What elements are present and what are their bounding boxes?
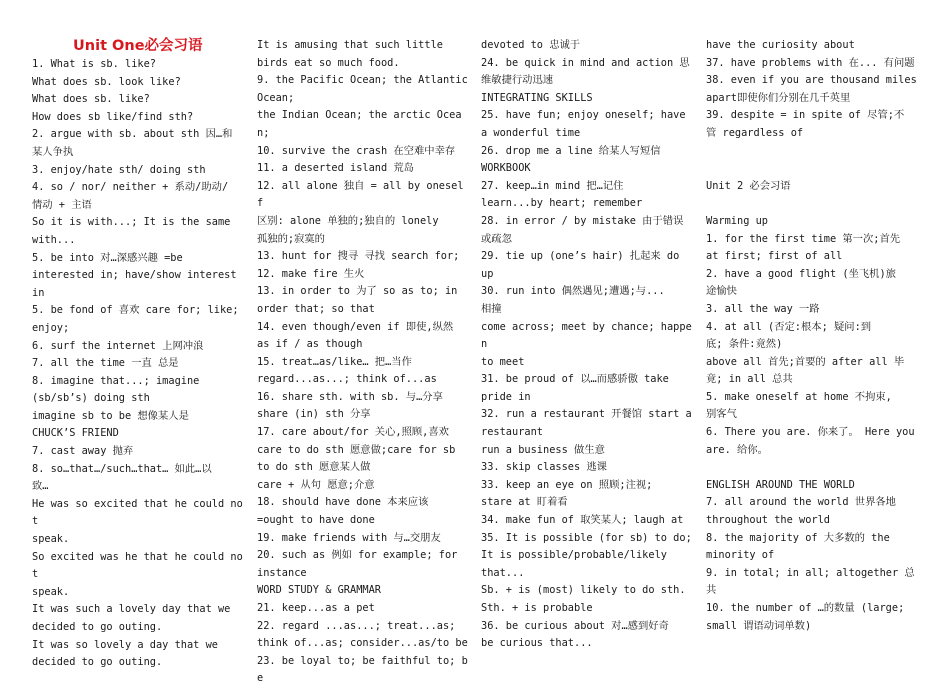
text-line: So it is with...; It is the same xyxy=(32,216,231,229)
text-line: 7. all around the world 世界各地 xyxy=(706,496,896,509)
text-line: 某人争执 xyxy=(32,145,74,158)
text-line: It was such a lovely day that we xyxy=(32,603,231,616)
text-line: 共 xyxy=(706,584,717,597)
text-line: 13. in order to 为了 so as to; in xyxy=(257,285,458,298)
text-line: to do sth 愿意某人做 xyxy=(257,461,371,474)
text-line: What does sb. look like? xyxy=(32,75,181,88)
text-line: a wonderful time xyxy=(481,126,581,139)
text-line: 维敏捷行动迅速 xyxy=(481,74,554,87)
column-2 xyxy=(257,37,469,688)
text-line: birds eat so much food. xyxy=(257,56,400,69)
text-line: 底; 条件:竟然) xyxy=(706,338,783,351)
text-line: 或疏忽 xyxy=(481,232,512,245)
text-line: apart即使你们分别在几千英里 xyxy=(706,91,851,104)
text-line: He was so excited that he could not xyxy=(32,497,243,528)
text-line: with... xyxy=(32,233,76,246)
text-line: 33. skip classes 逃课 xyxy=(481,461,607,474)
text-line: 28. in error / by mistake 由于错误 xyxy=(481,214,684,227)
text-line: 9. in total; in all; altogether 总 xyxy=(706,566,915,579)
text-line: (sb/sb’s) doing sth xyxy=(32,392,150,405)
text-line: 25. have fun; enjoy oneself; have xyxy=(481,109,686,122)
text-line: Warming up xyxy=(706,214,768,227)
text-line: 38. even if you are thousand miles xyxy=(706,74,917,87)
text-line: above all 首先;首要的 after all 毕 xyxy=(706,355,905,368)
text-line: 31. be proud of 以…而感骄傲 take xyxy=(481,373,669,386)
text-line: come across; meet by chance; happen xyxy=(481,320,692,351)
text-line: small 谓语动词单数) xyxy=(706,619,812,632)
text-line: devoted to 忠诚于 xyxy=(481,39,581,51)
text-line: in xyxy=(32,286,45,299)
text-line: 5. make oneself at home 不拘束, xyxy=(706,390,892,403)
column-1 xyxy=(32,37,244,672)
text-line: learn...by heart; remember xyxy=(481,197,643,210)
text-line: the Indian Ocean; the arctic Ocean; xyxy=(257,109,462,139)
text-line: that... xyxy=(481,566,525,579)
text-line: 29. tie up (one’s hair) 扎起来 do xyxy=(481,250,680,263)
text-line: 11. a deserted island 荒岛 xyxy=(257,162,414,175)
text-line: 24. be quick in mind and action 思 xyxy=(481,56,690,69)
text-line: 致… xyxy=(32,480,49,493)
column-1-lines xyxy=(32,56,244,672)
text-line: It is possible/probable/likely xyxy=(481,549,667,562)
text-line: instance xyxy=(257,566,307,579)
text-line: speak. xyxy=(32,533,70,546)
text-line: throughout the world xyxy=(706,514,830,527)
text-line: INTEGRATING SKILLS xyxy=(481,91,593,104)
text-line: 20. such as 例如 for example; for xyxy=(257,549,458,562)
column-3 xyxy=(481,37,693,653)
text-line: restaurant xyxy=(481,426,543,439)
column-3-lines xyxy=(481,37,693,653)
text-line: 34. make fun of 取笑某人; laugh at xyxy=(481,514,684,527)
text-line: 32. run a restaurant 开餐馆 start a xyxy=(481,408,692,421)
text-line: stare at 盯着看 xyxy=(481,496,568,509)
text-line: 2. have a good flight (坐飞机)旅 xyxy=(706,267,896,280)
text-line: share (in) sth 分享 xyxy=(257,408,371,421)
text-line: 7. cast away 抛弃 xyxy=(32,445,134,458)
text-line: 5. be into 对…深感兴趣 =be xyxy=(32,251,183,264)
text-line: ENGLISH AROUND THE WORLD xyxy=(706,478,855,491)
text-line: 管 regardless of xyxy=(706,126,804,139)
text-line: 15. treat…as/like… 把…当作 xyxy=(257,355,412,368)
text-line: What does sb. like? xyxy=(32,93,150,106)
text-line: order that; so that xyxy=(257,302,375,315)
text-line: decided to go outing. xyxy=(32,621,163,633)
text-line: 别客气 xyxy=(706,408,737,421)
text-line: at first; first of all xyxy=(706,250,843,263)
text-line: 途愉快 xyxy=(706,285,737,298)
text-line: imagine sb to be 想像某人是 xyxy=(32,409,189,422)
text-line: 12. all alone 独自 = all by oneself xyxy=(257,179,464,210)
text-line: 17. care about/for 关心,照顾,喜欢 xyxy=(257,426,449,439)
text-line: 3. enjoy/hate sth/ doing sth xyxy=(32,163,206,176)
text-line: care + 从句 愿意;介意 xyxy=(257,478,375,491)
text-line: Ocean; xyxy=(257,91,295,104)
text-line: 33. keep an eye on 照顾;注视; xyxy=(481,478,653,491)
text-line: 1. for the first time 第一次;首先 xyxy=(706,232,901,245)
text-line: regard...as...; think of...as xyxy=(257,373,437,386)
text-line: 7. all the time 一直 总是 xyxy=(32,357,179,370)
text-line: run a business 做生意 xyxy=(481,443,605,456)
text-line: have the curiosity about xyxy=(706,39,855,51)
text-line: 2. argue with sb. about sth 因…和 xyxy=(32,128,233,141)
text-line: 19. make friends with 与…交朋友 xyxy=(257,531,441,544)
text-line: 26. drop me a line 给某人写短信 xyxy=(481,144,661,157)
text-line: Sth. + is probable xyxy=(481,602,593,614)
text-line: 14. even though/even if 即使,纵然 xyxy=(257,320,454,333)
text-line: 12. make fire 生火 xyxy=(257,267,365,280)
text-line: 10. the number of …的数量 (large; xyxy=(706,602,905,614)
column-4 xyxy=(706,37,918,635)
text-line: pride in xyxy=(481,390,531,403)
column-2-lines xyxy=(257,37,469,688)
text-line: 18. should have done 本来应该 xyxy=(257,496,429,509)
text-line: minority of xyxy=(706,549,775,562)
text-line: 情动 + 主语 xyxy=(32,198,92,211)
text-line: Sb. + is (most) likely to do sth. xyxy=(481,584,686,597)
column-4-lines xyxy=(706,37,918,635)
text-line: 23. be loyal to; be faithful to; be xyxy=(257,654,468,685)
text-line: think of...as; consider...as/to be xyxy=(257,637,468,650)
text-line: How does sb like/find sth? xyxy=(32,110,194,123)
text-line: 6. There you are. 你来了。 Here you xyxy=(706,426,915,439)
text-line: 3. all the way 一路 xyxy=(706,302,820,315)
text-line: 35. It is possible (for sb) to do; xyxy=(481,531,692,544)
text-line: CHUCK’S FRIEND xyxy=(32,427,119,440)
text-line: 8. so…that…/such…that… 如此…以 xyxy=(32,462,212,475)
text-line: WORD STUDY & GRAMMAR xyxy=(257,584,381,597)
text-line: enjoy; xyxy=(32,321,70,334)
text-line: care to do sth 愿意做;care for sb xyxy=(257,443,456,456)
text-line: 30. run into 偶然遇见;遭遇;与... xyxy=(481,285,665,298)
text-line: 4. at all (否定:根本; 疑问:到 xyxy=(706,320,872,333)
text-line: 16. share sth. with sb. 与…分享 xyxy=(257,390,443,403)
text-line xyxy=(706,143,918,161)
text-line: 竟; in all 总共 xyxy=(706,373,793,386)
text-line: 21. keep...as a pet xyxy=(257,602,375,614)
text-line: =ought to have done xyxy=(257,514,375,527)
text-line: 37. have problems with 在... 有问题 xyxy=(706,56,915,69)
text-line: decided to go outing. xyxy=(32,656,163,669)
text-line: WORKBOOK xyxy=(481,162,531,175)
text-line: as if / as though xyxy=(257,338,363,351)
text-line: 孤独的;寂寞的 xyxy=(257,232,325,245)
text-line: 13. hunt for 搜寻 寻找 search for; xyxy=(257,250,460,263)
text-line: 9. the Pacific Ocean; the Atlantic xyxy=(257,74,468,87)
text-line: 6. surf the internet 上网冲浪 xyxy=(32,339,204,352)
text-line: 22. regard ...as...; treat...as; xyxy=(257,619,456,632)
text-line: 27. keep…in mind 把…记住 xyxy=(481,179,624,192)
text-line: It was so lovely a day that we xyxy=(32,638,218,651)
text-line: 5. be fond of 喜欢 care for; like; xyxy=(32,304,239,317)
text-line xyxy=(706,195,918,213)
text-line: 1. What is sb. like? xyxy=(32,58,156,70)
text-line: be curious that... xyxy=(481,637,593,650)
text-line: 8. imagine that...; imagine xyxy=(32,374,200,387)
text-line: 相撞 xyxy=(481,302,502,315)
text-line: 39. despite = in spite of 尽管;不 xyxy=(706,109,905,122)
text-line xyxy=(706,459,918,477)
text-line: are. 给你。 xyxy=(706,443,768,456)
page-title: Unit One必会习语 xyxy=(73,38,203,54)
text-line: 36. be curious about 对…感到好奇 xyxy=(481,619,669,632)
text-line: So excited was he that he could not xyxy=(32,550,243,581)
text-line: up xyxy=(481,267,494,280)
text-line: It is amusing that such little xyxy=(257,39,443,51)
text-line: 10. survive the crash 在空难中幸存 xyxy=(257,144,456,157)
text-line: 8. the majority of 大多数的 the xyxy=(706,531,890,544)
text-line: 4. so / nor/ neither + 系动/助动/ xyxy=(32,181,229,194)
text-line: speak. xyxy=(32,585,70,598)
text-line: 区别: alone 单独的;独自的 lonely xyxy=(257,214,439,227)
text-line xyxy=(706,160,918,178)
text-line: Unit 2 必会习语 xyxy=(706,179,791,192)
text-line: to meet xyxy=(481,355,525,368)
text-line: interested in; have/show interest xyxy=(32,269,237,282)
